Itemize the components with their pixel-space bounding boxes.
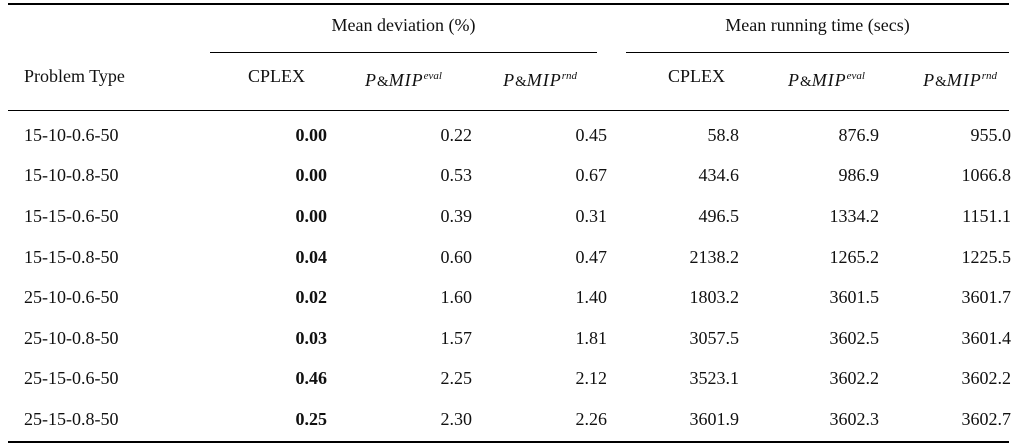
table-row bbox=[0, 115, 1011, 156]
cell-time-cplex: 3057.5 bbox=[689, 327, 739, 348]
pmip-label: MIP bbox=[946, 70, 982, 90]
cell-deviation-pmip-eval: 0.22 bbox=[440, 124, 472, 145]
cell-deviation-pmip-eval: 2.25 bbox=[440, 368, 472, 389]
cell-deviation-cplex: 0.25 bbox=[295, 408, 327, 429]
cell-deviation-pmip-eval: 2.30 bbox=[440, 408, 472, 429]
deviation-group-rule bbox=[210, 52, 597, 53]
pmip-label: MIP bbox=[526, 70, 562, 90]
cell-deviation-cplex: 0.00 bbox=[295, 165, 327, 186]
cell-time-pmip-eval: 3602.3 bbox=[829, 408, 879, 429]
results-table bbox=[0, 115, 1011, 440]
pmip-p: P bbox=[365, 70, 378, 90]
table-row bbox=[0, 399, 1011, 440]
cell-deviation-pmip-eval: 0.60 bbox=[440, 246, 472, 267]
cell-time-pmip-rnd: 955.0 bbox=[970, 124, 1011, 145]
cell-problem-type: 15-15-0.8-50 bbox=[24, 246, 119, 267]
cell-deviation-cplex: 0.03 bbox=[295, 327, 327, 348]
cell-time-pmip-rnd: 3601.4 bbox=[961, 327, 1011, 348]
pmip-p: P bbox=[788, 70, 801, 90]
pmip-p: P bbox=[923, 70, 936, 90]
cell-time-pmip-eval: 986.9 bbox=[838, 165, 879, 186]
header-problem-type: Problem Type bbox=[24, 66, 125, 86]
header-deviation-cplex: CPLEX bbox=[247, 66, 305, 86]
top-rule bbox=[8, 3, 1009, 5]
pmip-amp: & bbox=[377, 74, 389, 90]
cell-time-cplex: 496.5 bbox=[698, 205, 739, 226]
pmip-label: MIP bbox=[388, 70, 424, 90]
cell-time-pmip-eval: 1265.2 bbox=[829, 246, 879, 267]
table-row bbox=[0, 156, 1011, 197]
cell-time-cplex: 58.8 bbox=[707, 124, 739, 145]
pmip-amp: & bbox=[515, 74, 527, 90]
time-group-rule bbox=[626, 52, 1009, 53]
table-row bbox=[0, 277, 1011, 318]
header-time-cplex: CPLEX bbox=[667, 66, 725, 86]
header-mean-deviation: Mean deviation (%) bbox=[331, 15, 476, 35]
cell-time-cplex: 1803.2 bbox=[689, 287, 739, 308]
cell-time-pmip-eval: 876.9 bbox=[838, 124, 879, 145]
cell-time-pmip-rnd: 1151.1 bbox=[962, 205, 1011, 226]
cell-problem-type: 15-15-0.6-50 bbox=[24, 205, 119, 226]
cell-deviation-pmip-rnd: 0.47 bbox=[575, 246, 607, 267]
cell-time-pmip-rnd: 3602.7 bbox=[961, 408, 1011, 429]
sup-eval: eval bbox=[423, 70, 442, 82]
cell-deviation-pmip-eval: 0.39 bbox=[440, 205, 472, 226]
header-deviation-pmip-eval bbox=[305, 63, 442, 89]
bottom-rule bbox=[8, 441, 1009, 443]
pmip-amp: & bbox=[800, 74, 812, 90]
cell-time-pmip-eval: 3602.2 bbox=[829, 368, 879, 389]
cell-deviation-pmip-eval: 1.57 bbox=[440, 327, 472, 348]
cell-time-pmip-rnd: 1066.8 bbox=[961, 165, 1011, 186]
cell-time-cplex: 3601.9 bbox=[689, 408, 739, 429]
cell-deviation-pmip-rnd: 0.31 bbox=[575, 205, 607, 226]
cell-time-cplex: 3523.1 bbox=[689, 368, 739, 389]
cell-deviation-cplex: 0.04 bbox=[295, 246, 327, 267]
cell-time-pmip-rnd: 3602.2 bbox=[961, 368, 1011, 389]
cell-deviation-pmip-rnd: 0.67 bbox=[575, 165, 607, 186]
cell-problem-type: 25-10-0.6-50 bbox=[24, 287, 119, 308]
sup-eval: eval bbox=[846, 70, 865, 82]
cell-deviation-cplex: 0.46 bbox=[295, 368, 327, 389]
header-mean-running-time: Mean running time (secs) bbox=[725, 15, 910, 35]
cell-time-cplex: 2138.2 bbox=[689, 246, 739, 267]
cell-deviation-cplex: 0.02 bbox=[295, 287, 327, 308]
cell-deviation-pmip-eval: 0.53 bbox=[440, 165, 472, 186]
cell-deviation-pmip-rnd: 2.26 bbox=[575, 408, 607, 429]
header-rule bbox=[8, 110, 1009, 111]
table-row bbox=[0, 196, 1011, 237]
cell-deviation-pmip-rnd: 2.12 bbox=[575, 368, 607, 389]
cell-problem-type: 15-10-0.6-50 bbox=[24, 124, 119, 145]
pmip-amp: & bbox=[935, 74, 947, 90]
sup-rnd: rnd bbox=[561, 70, 577, 82]
pmip-p: P bbox=[503, 70, 516, 90]
header-deviation-pmip-rnd bbox=[442, 63, 577, 89]
header-time-pmip-rnd bbox=[865, 63, 997, 89]
table-row bbox=[0, 359, 1011, 400]
cell-deviation-pmip-rnd: 1.40 bbox=[575, 287, 607, 308]
cell-problem-type: 15-10-0.8-50 bbox=[24, 165, 119, 186]
sup-rnd: rnd bbox=[981, 70, 997, 82]
table-row bbox=[0, 318, 1011, 359]
table-row bbox=[0, 237, 1011, 278]
cell-problem-type: 25-15-0.6-50 bbox=[24, 368, 119, 389]
cell-deviation-cplex: 0.00 bbox=[295, 124, 327, 145]
cell-deviation-pmip-rnd: 0.45 bbox=[575, 124, 607, 145]
cell-time-cplex: 434.6 bbox=[698, 165, 739, 186]
cell-problem-type: 25-10-0.8-50 bbox=[24, 327, 119, 348]
cell-time-pmip-eval: 3601.5 bbox=[829, 287, 879, 308]
cell-deviation-cplex: 0.00 bbox=[295, 205, 327, 226]
cell-time-pmip-rnd: 1225.5 bbox=[961, 246, 1011, 267]
header-time-pmip-eval bbox=[725, 63, 865, 89]
cell-time-pmip-rnd: 3601.7 bbox=[961, 287, 1011, 308]
cell-problem-type: 25-15-0.8-50 bbox=[24, 408, 119, 429]
cell-time-pmip-eval: 3602.5 bbox=[829, 327, 879, 348]
cell-deviation-pmip-rnd: 1.81 bbox=[575, 327, 607, 348]
cell-deviation-pmip-eval: 1.60 bbox=[440, 287, 472, 308]
cell-time-pmip-eval: 1334.2 bbox=[829, 205, 879, 226]
pmip-label: MIP bbox=[811, 70, 847, 90]
